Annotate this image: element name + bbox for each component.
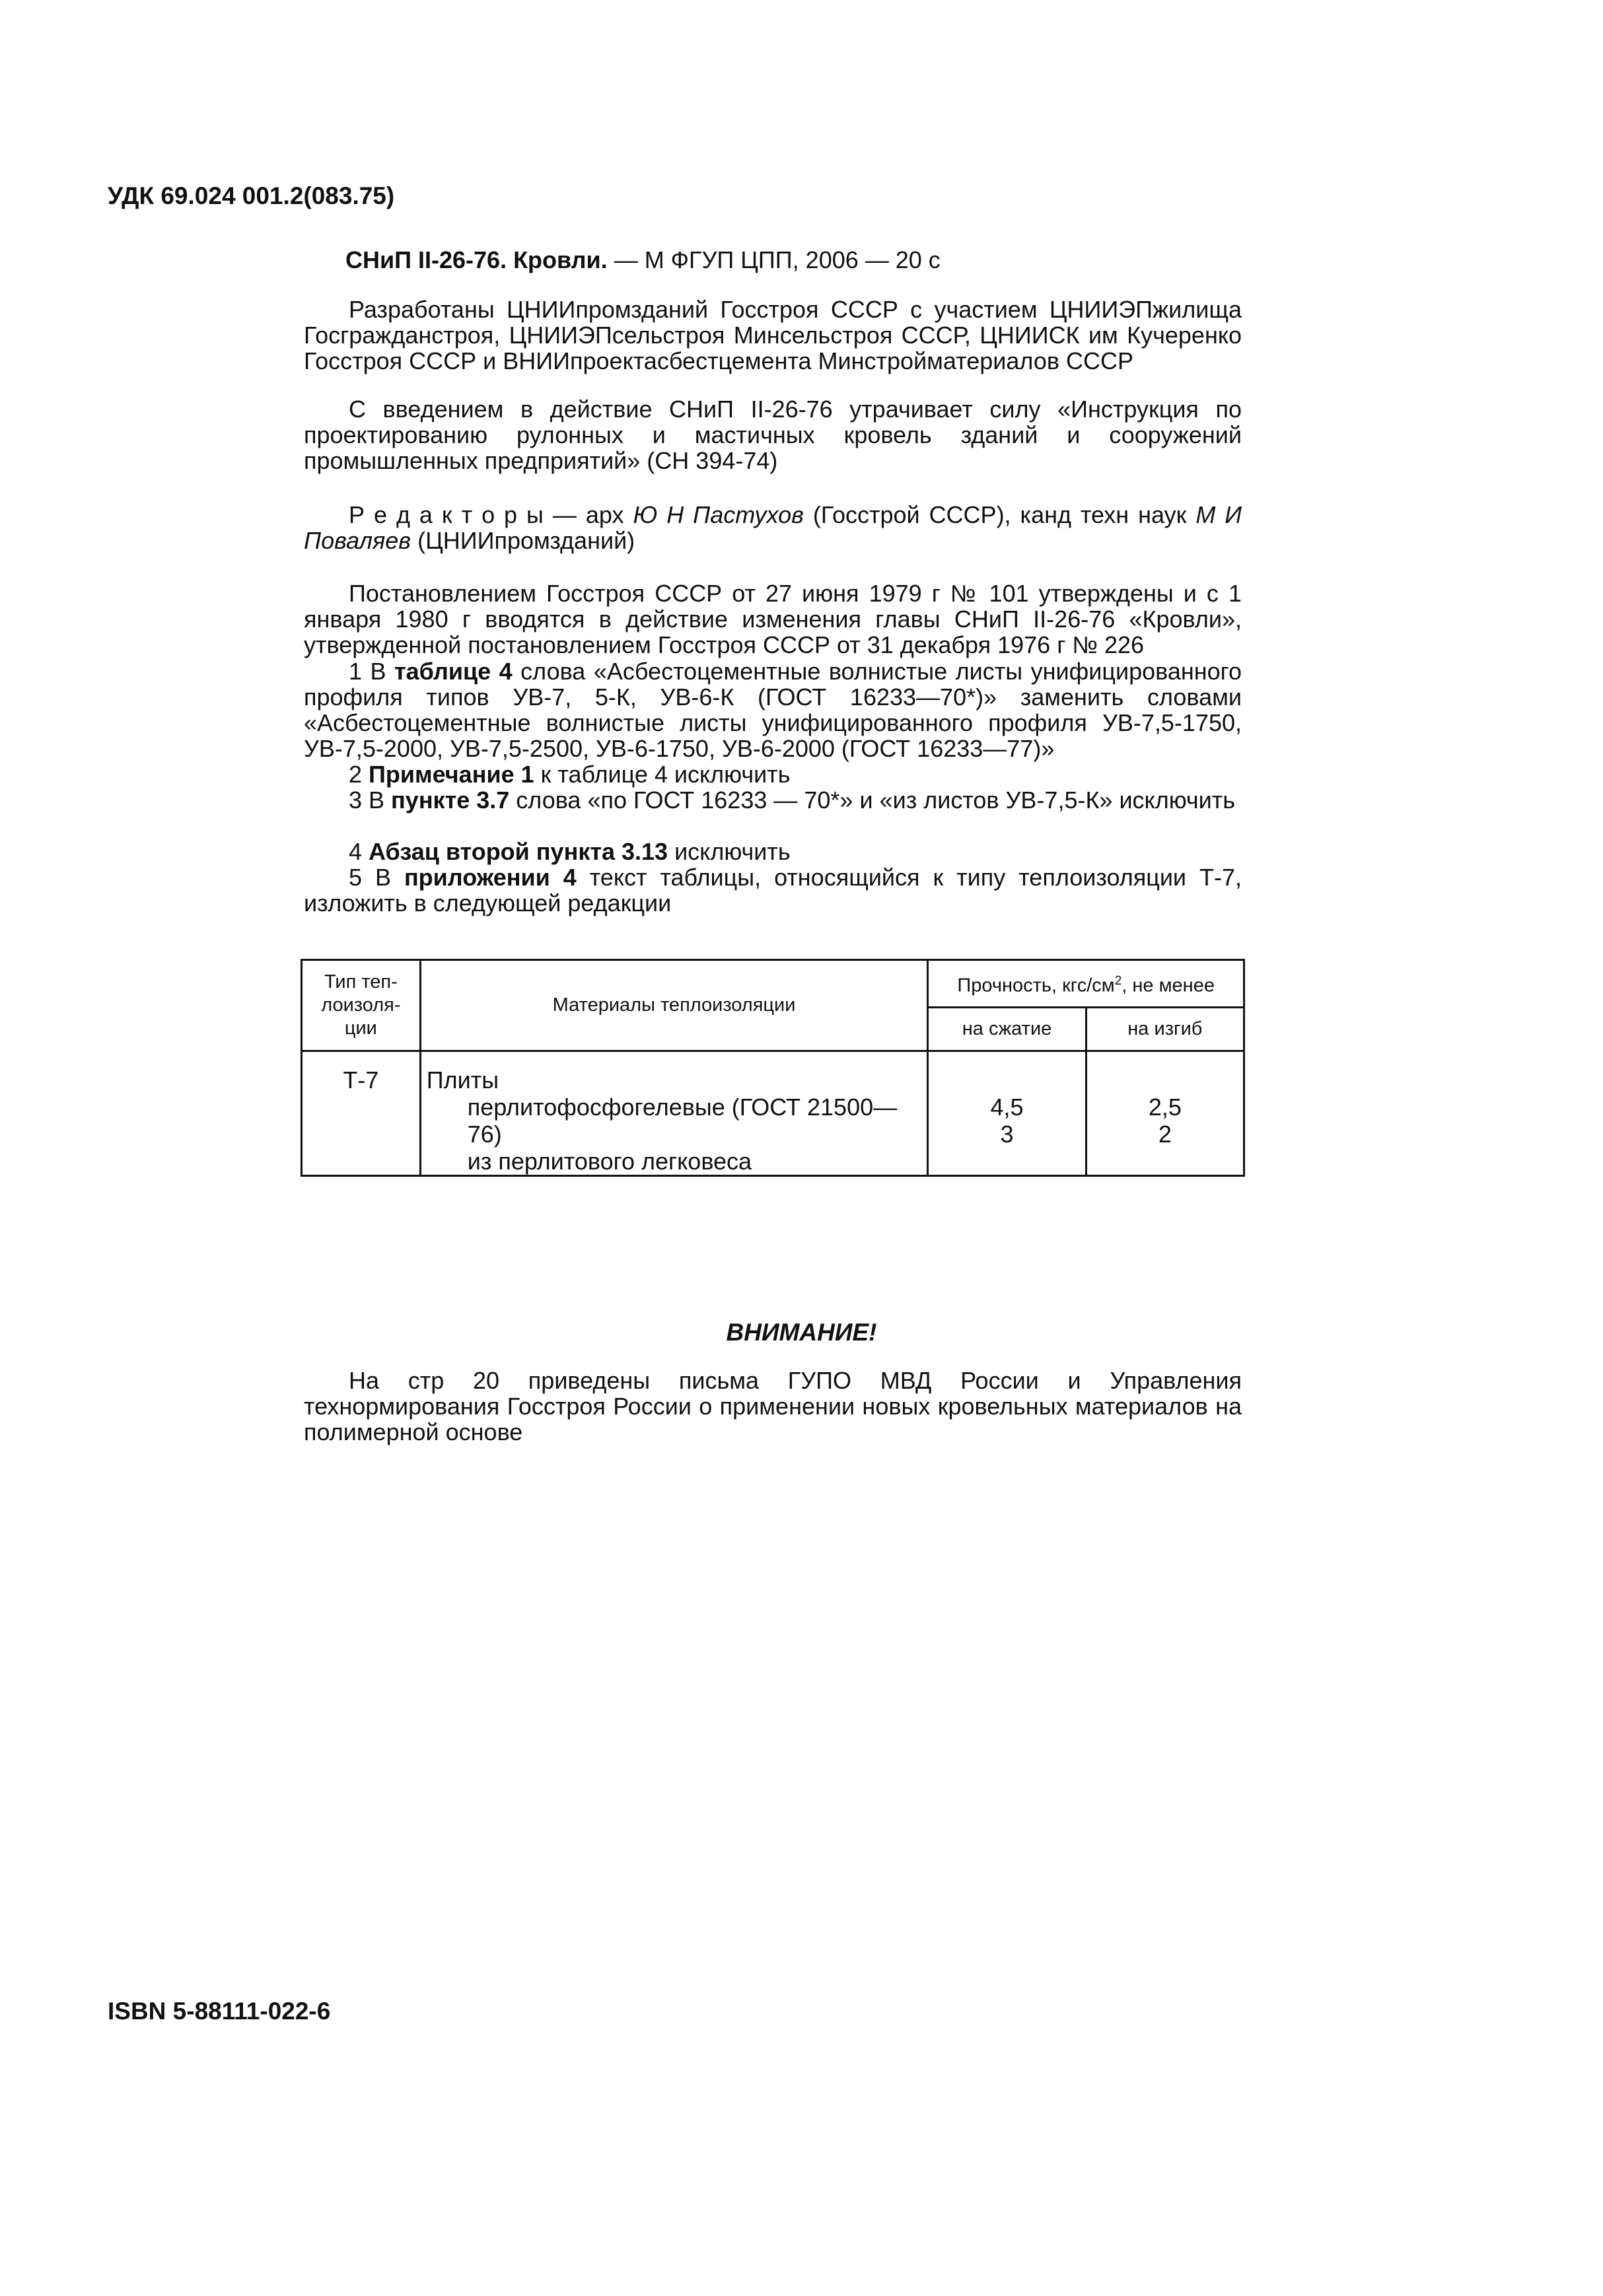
material-line-1: Плиты [426,1066,499,1094]
decree-paragraph: Постановлением Госстроя СССР от 27 июня 1979 г № 101 утверждены и с 1 января 1980 г вводятся в действие изменения главы СНиП II-26-76 «Кровли», утвержденной постановлением Госстроя СССР от 31 декабря 1976 г № 226 [304,580,1242,658]
cell-bending [1086,1051,1244,1176]
citation-line [345,247,941,273]
bending-value-2: 2 [1158,1121,1172,1148]
item2-post: к таблице 4 исключить [534,761,791,788]
header-strength [928,960,1244,1008]
compression-value-1: 4,5 [990,1094,1024,1121]
attention-heading: ВНИМАНИЕ! [726,1319,877,1346]
cell-materials [420,1051,928,1176]
editors-label: Р е д а к т о р ы [349,501,544,528]
cell-type: Т-7 [302,1051,421,1176]
isbn: ISBN 5-88111-022-6 [108,1998,331,2025]
item4-pre: 4 [349,838,369,865]
header-insulation-type [302,960,421,1051]
item4-post: исключить [668,838,791,865]
table-header-row-1 [302,960,1244,1008]
header-type-line-2: лоизоля- [321,994,401,1016]
header-type-line-1: Тип теп- [324,971,398,992]
amendment-item-2 [304,761,1242,787]
citation-title: СНиП II-26-76. Кровли. [345,246,608,273]
header-bending: на изгиб [1086,1008,1244,1051]
cell-compression [928,1051,1086,1176]
developers-paragraph: Разработаны ЦНИИпромзданий Госстроя СССР с участием ЦНИИЭПжилища Госгражданстроя, ЦНИИЭПсельстроя Минсельстроя СССР, ЦНИИСК им Кучеренко Госстроя СССР и ВНИИпроектасбестцемента Минстройматериалов СССР [304,296,1242,374]
item2-pre: 2 [349,761,369,788]
material-line-3: из перлитового легковеса [467,1148,752,1175]
editor-name-2: М И Поваляев [304,501,1242,554]
attention-text: На стр 20 приведены письма ГУПО МВД России и Управления технормирования Госстроя России о применении новых кровельных материалов на полимерной основе [304,1367,1242,1445]
item1-pre: 1 В [349,658,395,685]
item3-bold: пункте 3.7 [391,786,510,814]
header-strength-sup: 2 [1114,974,1122,989]
amendment-item-4 [304,839,1242,864]
item3-post: слова «по ГОСТ 16233 — 70*» и «из листов УВ-7,5-К» исключить [509,786,1236,814]
compression-value-2: 3 [1000,1121,1014,1148]
item5-bold: приложении 4 [404,864,577,891]
udk-code: УДК 69.024 001.2(083.75) [108,182,395,209]
editors-text-3: (ЦНИИпромзданий) [411,527,635,554]
replaces-paragraph: С введением в действие СНиП II-26-76 утрачивает силу «Инструкция по проектированию рулонных и мастичных кровель зданий и сооружений промышленных предприятий» (СН 394-74) [304,396,1242,474]
editor-name-1: Ю Н Пастухов [633,501,804,528]
item4-bold: Абзац второй пункта 3.13 [369,838,668,865]
item1-bold: таблице 4 [394,658,513,685]
amendment-item-3 [304,787,1242,813]
amendment-item-1 [304,658,1242,761]
header-materials: Материалы теплоизоляции [420,960,928,1051]
header-strength-suffix: , не менее [1122,975,1215,996]
citation-rest: — М ФГУП ЦПП, 2006 — 20 с [607,246,941,273]
item5-pre: 5 В [349,864,404,891]
header-type-line-3: ции [344,1018,377,1039]
item5-post: текст таблицы, относящийся к типу теплоизоляции Т-7, изложить в следующей редакции [304,864,1242,917]
insulation-table [301,959,1245,1177]
item2-bold: Примечание 1 [369,761,534,788]
header-compression: на сжатие [928,1008,1086,1051]
item3-pre: 3 В [349,786,392,814]
bending-value-1: 2,5 [1148,1094,1182,1121]
item1-post: слова «Асбестоцементные волнистые листы унифицированного профиля типов УВ-7, 5-К, УВ-6-К (ГОСТ 16233—70*)» заменить словами «Асбестоцементные волнистые листы унифицированного профиля УВ-7,5-1750, УВ-7,5-2000, УВ-7,5-2500, УВ-6-1750, УВ-6-2000 (ГОСТ 16233—77)» [304,658,1242,762]
editors-text-2: (Госстрой СССР), канд техн наук [803,501,1196,528]
material-line-2: перлитофосфогелевые (ГОСТ 21500—76) [467,1094,898,1148]
header-strength-text: Прочность, кгс/см [957,975,1115,996]
editors-text-1: — арх [543,501,633,528]
table-row [302,1051,1244,1176]
amendment-item-5 [304,864,1242,916]
editors-paragraph [304,502,1242,553]
